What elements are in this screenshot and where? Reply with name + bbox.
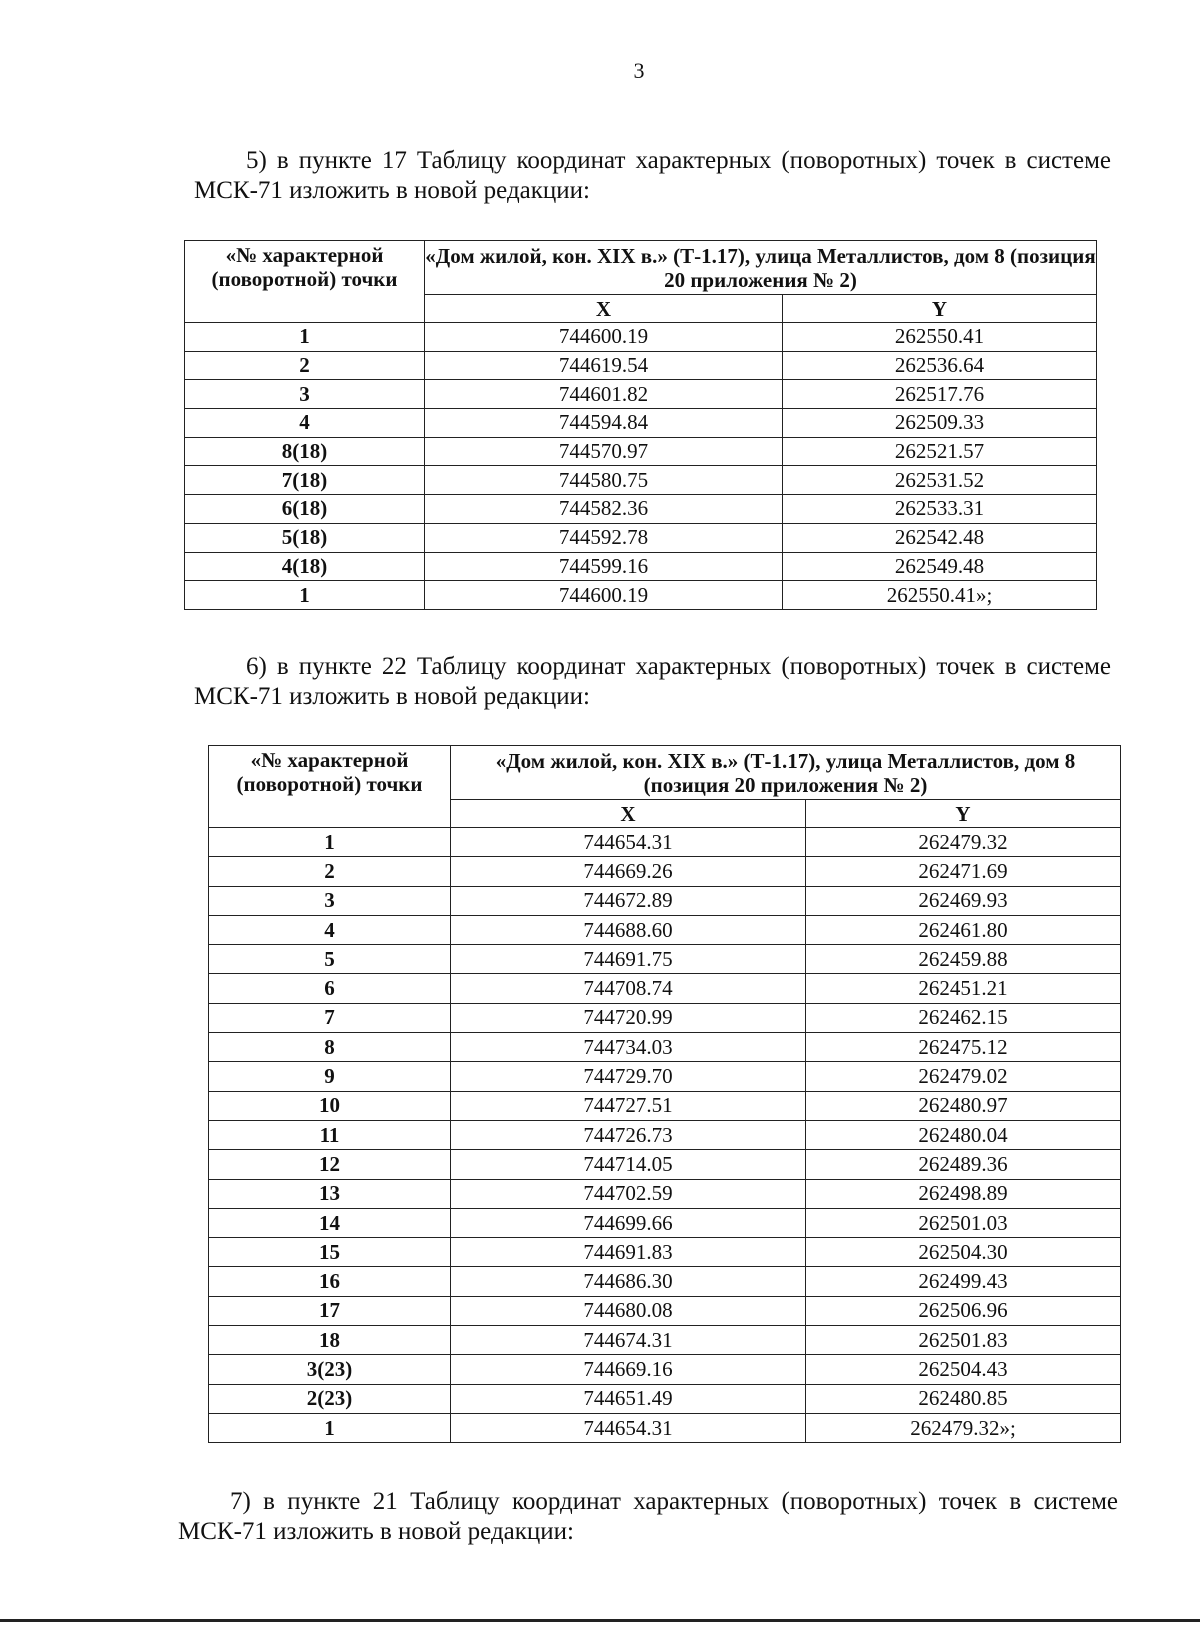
x-coordinate-cell: 744691.75 [451, 945, 806, 974]
coordinates-table-item-17 [184, 240, 1097, 610]
table-row [209, 1150, 1121, 1179]
y-coordinate-cell: 262479.02 [806, 1062, 1121, 1091]
y-coordinate-cell: 262504.43 [806, 1355, 1121, 1384]
table-row [209, 1384, 1121, 1413]
point-number-cell: 13 [209, 1179, 451, 1208]
point-number-cell: 2 [209, 857, 451, 886]
x-coordinate-cell: 744600.19 [425, 581, 783, 610]
table-row [209, 1003, 1121, 1032]
point-number-cell: 6 [209, 974, 451, 1003]
point-number-cell: 11 [209, 1120, 451, 1149]
y-coordinate-cell: 262509.33 [783, 409, 1097, 438]
x-coordinate-cell: 744651.49 [451, 1384, 806, 1413]
point-number-cell: 4(18) [185, 552, 425, 581]
object-header: «Дом жилой, кон. XIX в.» (Т-1.17), улица Металлистов, дом 8 (позиция 20 приложения № 2) [425, 241, 1097, 295]
point-number-cell: 17 [209, 1296, 451, 1325]
x-coordinate-cell: 744669.26 [451, 857, 806, 886]
point-number-cell: 3(23) [209, 1355, 451, 1384]
table-row [185, 409, 1097, 438]
x-coordinate-cell: 744674.31 [451, 1326, 806, 1355]
x-coordinate-cell: 744727.51 [451, 1091, 806, 1120]
y-coordinate-cell: 262549.48 [783, 552, 1097, 581]
table-row [209, 1179, 1121, 1208]
coordinates-table-body [209, 828, 1121, 1443]
y-coordinate-cell: 262498.89 [806, 1179, 1121, 1208]
point-number-cell: 15 [209, 1238, 451, 1267]
point-number-cell: 1 [185, 581, 425, 610]
x-coordinate-cell: 744600.19 [425, 323, 783, 352]
y-coordinate-cell: 262462.15 [806, 1003, 1121, 1032]
point-number-cell: 18 [209, 1326, 451, 1355]
y-coordinate-cell: 262501.83 [806, 1326, 1121, 1355]
point-number-cell: 2 [185, 351, 425, 380]
y-coordinate-cell: 262459.88 [806, 945, 1121, 974]
y-coordinate-cell: 262504.30 [806, 1238, 1121, 1267]
point-number-cell: 7 [209, 1003, 451, 1032]
x-coordinate-cell: 744702.59 [451, 1179, 806, 1208]
x-column-header: X [451, 800, 806, 828]
y-coordinate-cell: 262480.04 [806, 1120, 1121, 1149]
point-number-cell: 8 [209, 1033, 451, 1062]
y-coordinate-cell: 262479.32»; [806, 1413, 1121, 1442]
table-row [185, 437, 1097, 466]
point-number-cell: 12 [209, 1150, 451, 1179]
y-coordinate-cell: 262536.64 [783, 351, 1097, 380]
point-number-cell: 5 [209, 945, 451, 974]
y-coordinate-cell: 262531.52 [783, 466, 1097, 495]
table-row [185, 495, 1097, 524]
table-row [209, 1267, 1121, 1296]
point-number-cell: 1 [209, 1413, 451, 1442]
page-number: 3 [633, 58, 645, 83]
y-coordinate-cell: 262521.57 [783, 437, 1097, 466]
table-row [209, 974, 1121, 1003]
coordinates-table-body [185, 323, 1097, 610]
object-header: «Дом жилой, кон. XIX в.» (Т-1.17), улица Металлистов, дом 8 (позиция 20 приложения № 2) [451, 746, 1121, 800]
point-number-cell: 8(18) [185, 437, 425, 466]
table-row [209, 1062, 1121, 1091]
table-row [209, 1238, 1121, 1267]
table-row [209, 1120, 1121, 1149]
point-number-cell: 2(23) [209, 1384, 451, 1413]
section-5-text-content: 5) в пункте 17 Таблицу координат характерных (поворотных) точек в системе МСК-71 изложить в новой редакции: [194, 147, 1111, 204]
x-coordinate-cell: 744729.70 [451, 1062, 806, 1091]
y-coordinate-cell: 262550.41»; [783, 581, 1097, 610]
point-number-cell: 1 [209, 828, 451, 857]
x-coordinate-cell: 744734.03 [451, 1033, 806, 1062]
y-coordinate-cell: 262542.48 [783, 523, 1097, 552]
x-coordinate-cell: 744691.83 [451, 1238, 806, 1267]
table-row [209, 1033, 1121, 1062]
table-row [209, 1326, 1121, 1355]
section-6-text [194, 652, 1111, 712]
x-coordinate-cell: 744654.31 [451, 828, 806, 857]
x-coordinate-cell: 744599.16 [425, 552, 783, 581]
x-coordinate-cell: 744688.60 [451, 915, 806, 944]
x-coordinate-cell: 744680.08 [451, 1296, 806, 1325]
table-row [209, 1413, 1121, 1442]
table-row [185, 552, 1097, 581]
table-row [209, 945, 1121, 974]
point-number-cell: 10 [209, 1091, 451, 1120]
x-coordinate-cell: 744592.78 [425, 523, 783, 552]
x-coordinate-cell: 744720.99 [451, 1003, 806, 1032]
x-coordinate-cell: 744601.82 [425, 380, 783, 409]
point-number-cell: 3 [209, 886, 451, 915]
table-row [209, 828, 1121, 857]
x-coordinate-cell: 744580.75 [425, 466, 783, 495]
table-row [209, 857, 1121, 886]
y-coordinate-cell: 262499.43 [806, 1267, 1121, 1296]
point-number-cell: 4 [209, 915, 451, 944]
section-5-text [194, 146, 1111, 206]
y-coordinate-cell: 262489.36 [806, 1150, 1121, 1179]
y-coordinate-cell: 262480.97 [806, 1091, 1121, 1120]
y-column-header: Y [783, 295, 1097, 323]
point-number-header: «№ характерной (поворотной) точки [185, 241, 425, 323]
table-row [185, 466, 1097, 495]
point-number-cell: 16 [209, 1267, 451, 1296]
x-coordinate-cell: 744570.97 [425, 437, 783, 466]
x-coordinate-cell: 744708.74 [451, 974, 806, 1003]
point-number-cell: 3 [185, 380, 425, 409]
table-row [185, 380, 1097, 409]
point-number-header: «№ характерной (поворотной) точки [209, 746, 451, 828]
y-coordinate-cell: 262475.12 [806, 1033, 1121, 1062]
scan-edge-line [0, 1619, 1200, 1622]
y-coordinate-cell: 262451.21 [806, 974, 1121, 1003]
x-coordinate-cell: 744594.84 [425, 409, 783, 438]
x-coordinate-cell: 744686.30 [451, 1267, 806, 1296]
y-coordinate-cell: 262480.85 [806, 1384, 1121, 1413]
y-column-header: Y [806, 800, 1121, 828]
x-coordinate-cell: 744582.36 [425, 495, 783, 524]
x-coordinate-cell: 744726.73 [451, 1120, 806, 1149]
table-row [185, 351, 1097, 380]
x-coordinate-cell: 744669.16 [451, 1355, 806, 1384]
table-row [185, 323, 1097, 352]
y-coordinate-cell: 262479.32 [806, 828, 1121, 857]
point-number-cell: 5(18) [185, 523, 425, 552]
table-row [209, 1208, 1121, 1237]
section-6-text-content: 6) в пункте 22 Таблицу координат характерных (поворотных) точек в системе МСК-71 изложить в новой редакции: [194, 653, 1111, 710]
coordinates-table-item-22 [208, 745, 1121, 1443]
y-coordinate-cell: 262517.76 [783, 380, 1097, 409]
point-number-cell: 1 [185, 323, 425, 352]
point-number-cell: 4 [185, 409, 425, 438]
x-coordinate-cell: 744699.66 [451, 1208, 806, 1237]
section-7-text-content: 7) в пункте 21 Таблицу координат характерных (поворотных) точек в системе МСК-71 изложить в новой редакции: [178, 1488, 1118, 1545]
section-7-text [178, 1487, 1118, 1547]
point-number-cell: 14 [209, 1208, 451, 1237]
y-coordinate-cell: 262506.96 [806, 1296, 1121, 1325]
table-row [209, 915, 1121, 944]
table-row [185, 523, 1097, 552]
x-coordinate-cell: 744619.54 [425, 351, 783, 380]
table-row [209, 1296, 1121, 1325]
y-coordinate-cell: 262550.41 [783, 323, 1097, 352]
y-coordinate-cell: 262469.93 [806, 886, 1121, 915]
table-row [185, 581, 1097, 610]
point-number-cell: 9 [209, 1062, 451, 1091]
x-coordinate-cell: 744672.89 [451, 886, 806, 915]
point-number-cell: 7(18) [185, 466, 425, 495]
y-coordinate-cell: 262533.31 [783, 495, 1097, 524]
x-coordinate-cell: 744714.05 [451, 1150, 806, 1179]
table-row [209, 1091, 1121, 1120]
table-row [209, 1355, 1121, 1384]
table-row [209, 886, 1121, 915]
point-number-cell: 6(18) [185, 495, 425, 524]
y-coordinate-cell: 262501.03 [806, 1208, 1121, 1237]
y-coordinate-cell: 262461.80 [806, 915, 1121, 944]
x-column-header: X [425, 295, 783, 323]
y-coordinate-cell: 262471.69 [806, 857, 1121, 886]
x-coordinate-cell: 744654.31 [451, 1413, 806, 1442]
